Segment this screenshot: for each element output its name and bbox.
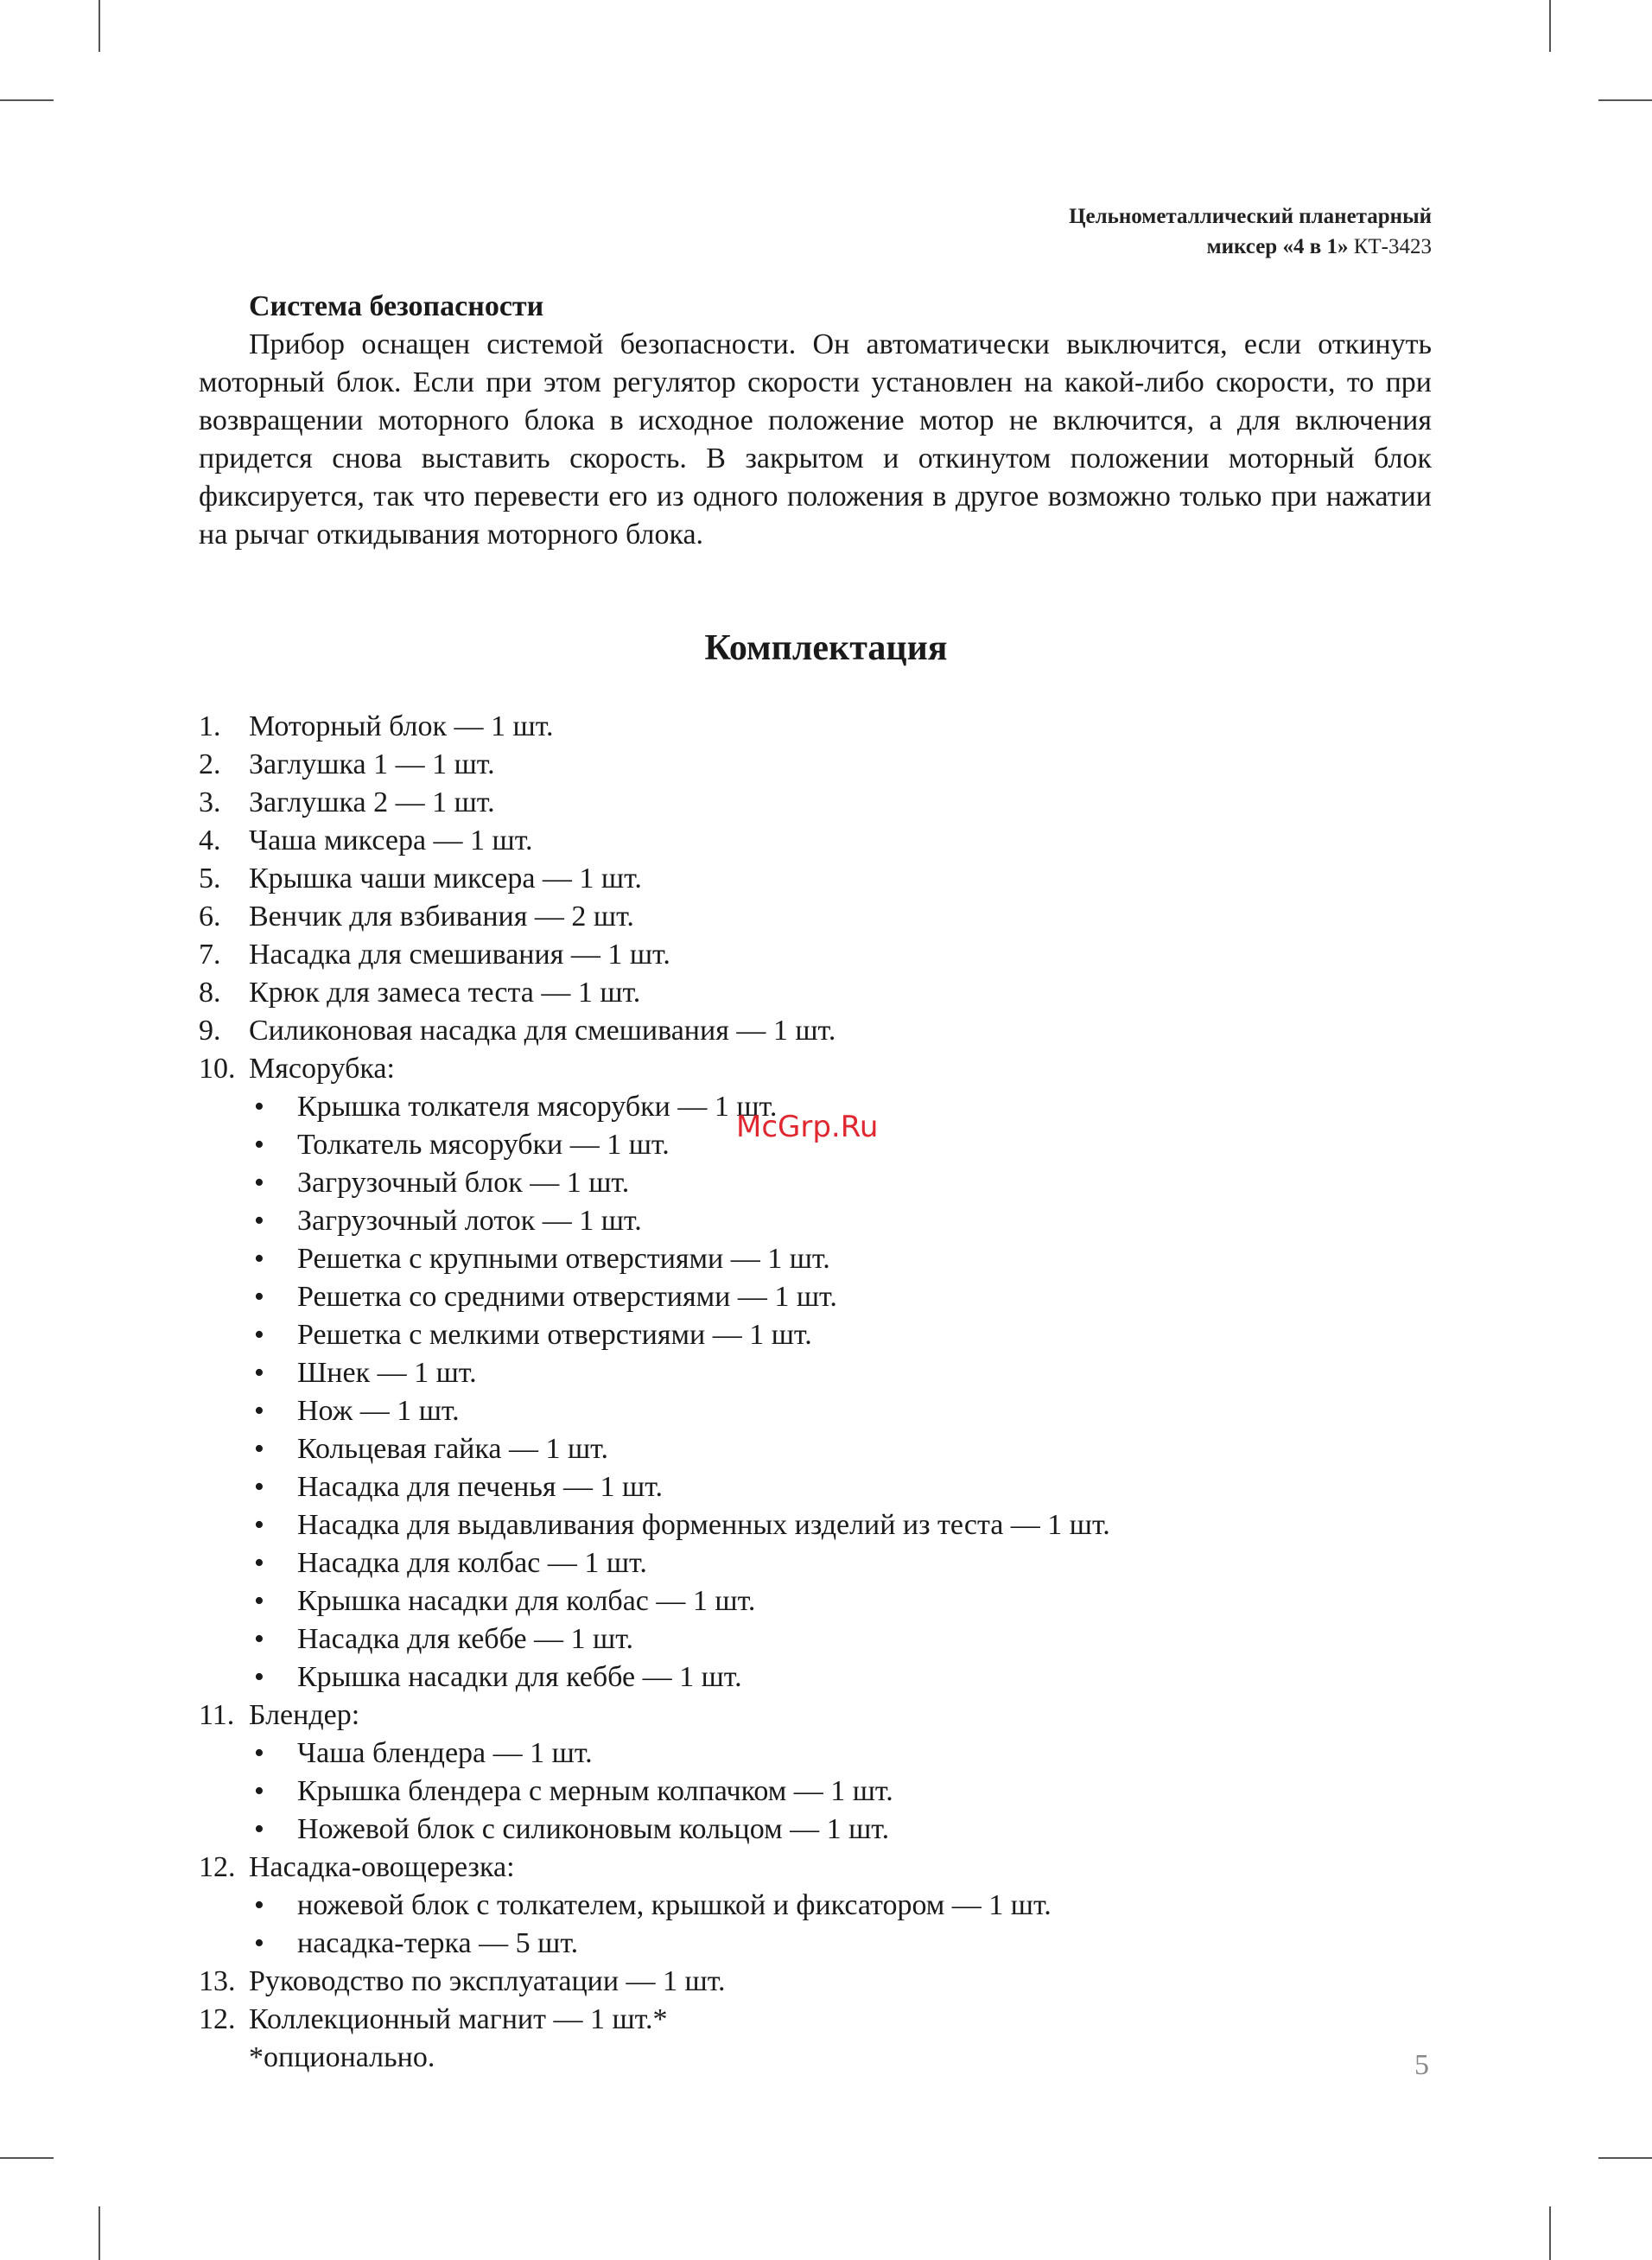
kit-item [199,1849,1408,1887]
kit-subitem-text: Загрузочный блок — 1 шт. [297,1167,630,1199]
bullet-marker: • [254,1547,264,1579]
header-model-code: КТ-3423 [1353,235,1432,258]
crop-mark-bottom-left [98,2206,100,2260]
kit-item [199,708,1408,746]
kit-subitem [199,1773,1408,1811]
kit-item-number: 6. [199,901,221,933]
kit-item [199,784,1408,822]
kit-item-text: Крюк для замеса теста — 1 шт. [249,977,641,1009]
safety-section [199,288,1432,554]
kit-subitem-text: Решетка со средними отверстиями — 1 шт. [297,1281,837,1313]
bullet-marker: • [254,1737,264,1769]
kit-item-text: Силиконовая насадка для смешивания — 1 шт. [249,1015,836,1047]
kit-subitem [199,1354,1408,1392]
crop-mark-top-left [98,0,100,52]
kit-item-text: *опционально. [249,2041,435,2073]
kit-item-number: 4. [199,824,221,856]
bullet-marker: • [254,1357,264,1389]
bullet-marker: • [254,1129,264,1161]
kit-subitem [199,1164,1408,1202]
kit-item-text: Крышка чаши миксера — 1 шт. [249,863,642,894]
kit-item-number: 12. [199,1851,236,1883]
crop-mark-left-top [0,99,54,101]
bullet-marker: • [254,1243,264,1275]
kit-subitem-text: Крышка насадки для кеббе — 1 шт. [297,1661,742,1693]
bullet-marker: • [254,1775,264,1807]
kit-subitem-text: Загрузочный лоток — 1 шт. [297,1205,642,1237]
kit-subitem-text: Крышка блендера с мерным колпачком — 1 шт. [297,1775,893,1807]
kit-item [199,1012,1408,1050]
kit-subitem [199,1240,1408,1278]
kit-subitem-text: Насадка для выдавливания форменных изделий из теста — 1 шт. [297,1509,1110,1541]
kit-item-number: 13. [199,1965,236,1997]
crop-mark-right-top [1598,99,1652,101]
bullet-marker: • [254,1471,264,1503]
kit-item [199,2001,1408,2039]
kit-subitem [199,1582,1408,1620]
bullet-marker: • [254,1509,264,1541]
kit-item-number: 3. [199,786,221,818]
kit-subitem [199,1658,1408,1697]
kit-subitem [199,1925,1408,1963]
kit-item [199,2039,1408,2077]
crop-mark-top-right [1549,0,1551,52]
kit-subitem [199,1202,1408,1240]
safety-paragraph: Прибор оснащен системой безопасности. Он автоматически выключится, если откинуть моторный блок. Если при этом регулятор скорости установлен на какой-либо скорости, то при возвращении моторного блока в исходное положение мотор не включится, а для включения придется снова выставить скорость. В закрытом и откинутом положении моторный блок фиксируется, так что перевести его из одного положения в другое возможно только при нажатии на рычаг откидывания моторного блока. [199,328,1432,551]
running-header [1069,201,1432,262]
kit-item-number: 5. [199,863,221,894]
kit-item-number: 1. [199,710,221,742]
kit-subitem-text: Насадка для колбас — 1 шт. [297,1547,647,1579]
kit-item-text: Мясорубка: [249,1053,395,1085]
header-product-line: Цельнометаллический планетарный [1069,205,1432,228]
bullet-marker: • [254,1433,264,1465]
bullet-marker: • [254,1205,264,1237]
kit-subitem [199,1468,1408,1506]
kit-subitem-text: Решетка с мелкими отверстиями — 1 шт. [297,1319,812,1351]
kit-subitem [199,1620,1408,1658]
kit-subitem-text: Крышка насадки для колбас — 1 шт. [297,1585,756,1617]
kit-subitem-text: Решетка с крупными отверстиями — 1 шт. [297,1243,830,1275]
kit-item-text: Насадка для смешивания — 1 шт. [249,939,670,971]
bullet-marker: • [254,1927,264,1959]
page-number: 5 [1414,2049,1429,2081]
watermark-text: McGrp.Ru [736,1110,879,1144]
kit-item-number: 11. [199,1699,235,1731]
kit-subitem-text: Крышка толкателя мясорубки — 1 шт. [297,1091,778,1123]
kit-item-number: 2. [199,748,221,780]
bullet-marker: • [254,1395,264,1427]
kit-list [199,708,1408,2077]
crop-mark-left-bottom [0,2157,54,2159]
kit-item [199,974,1408,1012]
kit-subitem-text: насадка-терка — 5 шт. [297,1927,579,1959]
kit-item [199,1697,1408,1735]
kit-title: Комплектация [704,628,948,668]
bullet-marker: • [254,1281,264,1313]
bullet-marker: • [254,1167,264,1199]
kit-item-text: Венчик для взбивания — 2 шт. [249,901,634,933]
kit-item-text: Блендер: [249,1699,360,1731]
kit-item-text: Коллекционный магнит — 1 шт.* [249,2003,668,2035]
kit-item-text: Насадка-овощерезка: [249,1851,515,1883]
kit-item [199,822,1408,860]
bullet-marker: • [254,1319,264,1351]
kit-item [199,936,1408,974]
kit-item-text: Чаша миксера — 1 шт. [249,824,533,856]
crop-mark-bottom-right [1549,2206,1551,2260]
bullet-marker: • [254,1813,264,1845]
kit-subitem [199,1506,1408,1544]
bullet-marker: • [254,1661,264,1693]
kit-subitem-text: ножевой блок с толкателем, крышкой и фиксатором — 1 шт. [297,1889,1052,1921]
kit-item-text: Заглушка 1 — 1 шт. [249,748,495,780]
kit-item [199,1963,1408,2001]
kit-subitem-text: Ножевой блок с силиконовым кольцом — 1 шт. [297,1813,890,1845]
safety-title: Система безопасности [249,290,544,322]
kit-item [199,860,1408,898]
bullet-marker: • [254,1889,264,1921]
kit-item-text: Моторный блок — 1 шт. [249,710,554,742]
kit-subitem-text: Насадка для печенья — 1 шт. [297,1471,663,1503]
kit-subitem-text: Кольцевая гайка — 1 шт. [297,1433,608,1465]
kit-subitem [199,1316,1408,1354]
kit-item-text: Руководство по эксплуатации — 1 шт. [249,1965,726,1997]
kit-item-number: 9. [199,1015,221,1047]
kit-item [199,1050,1408,1088]
kit-item [199,746,1408,784]
kit-item-number: 8. [199,977,221,1009]
header-product-name: миксер «4 в 1» [1206,235,1349,258]
kit-subitem-text: Чаша блендера — 1 шт. [297,1737,593,1769]
kit-subitem-text: Насадка для кеббе — 1 шт. [297,1623,634,1655]
bullet-marker: • [254,1623,264,1655]
kit-subitem [199,1735,1408,1773]
kit-subitem [199,1887,1408,1925]
kit-subitem [199,1544,1408,1582]
kit-item [199,898,1408,936]
kit-item-number: 7. [199,939,221,971]
kit-item-text: Заглушка 2 — 1 шт. [249,786,495,818]
kit-item-number: 12. [199,2003,236,2035]
kit-subitem [199,1392,1408,1430]
bullet-marker: • [254,1585,264,1617]
kit-subitem-text: Шнек — 1 шт. [297,1357,477,1389]
kit-subitem [199,1811,1408,1849]
bullet-marker: • [254,1091,264,1123]
kit-subitem [199,1278,1408,1316]
kit-item-number: 10. [199,1053,236,1085]
kit-subitem-text: Нож — 1 шт. [297,1395,460,1427]
kit-subitem [199,1430,1408,1468]
header-model-line [1069,232,1432,262]
kit-subitem-text: Толкатель мясорубки — 1 шт. [297,1129,670,1161]
crop-mark-right-bottom [1598,2157,1652,2159]
